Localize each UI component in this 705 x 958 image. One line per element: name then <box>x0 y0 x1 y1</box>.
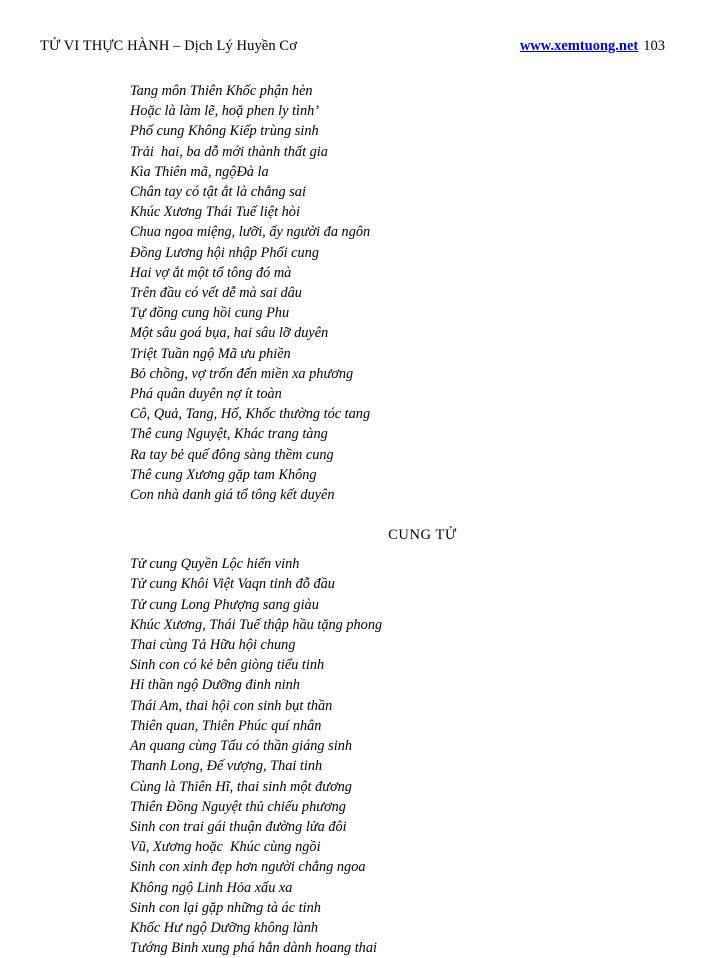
verse-line: Thê cung Nguyệt, Khác trang tàng <box>130 426 328 443</box>
header-book-title: TỬ VI THỰC HÀNH – Dịch Lý Huyền Cơ <box>40 38 297 54</box>
verse-line: Một sâu goá bụa, hai sâu lỡ duyên <box>130 325 329 342</box>
verse-line: Trên đầu có vết dễ mà sai dâu <box>130 285 302 302</box>
verse-line: Tử cung Khôi Việt Vaqn tinh đỗ đầu <box>130 576 335 593</box>
verse-line: Ra tay bẻ quế đông sàng thềm cung <box>130 446 334 463</box>
header-site-and-page <box>520 38 665 55</box>
verse-line: Không ngộ Linh Hỏa xấu xa <box>130 879 293 896</box>
verse-line: Hoặc là làm lẽ, hoặ phen ly tình’ <box>130 103 320 120</box>
page-number: 103 <box>643 38 665 54</box>
verse-line: Phá quân duyên nợ ít toàn <box>130 386 282 403</box>
verse-line: Tướng Binh xung phá hẳn dành hoang thai <box>130 940 377 957</box>
verse-line: Thiên Đồng Nguyệt thủ chiếu phương <box>130 798 346 815</box>
verse-line: Tử cung Quyền Lộc hiển vinh <box>130 556 300 573</box>
verse-line: Hai vợ ắt một tổ tông đó mà <box>130 264 292 281</box>
verse-line: Thai cùng Tả Hữu hội chung <box>130 637 296 654</box>
verse-line: Kìa Thiên mã, ngộĐà la <box>130 163 269 180</box>
verse-line: Thê cung Xương gặp tam Không <box>130 466 317 483</box>
verse-line: Trải hai, ba dỗ mới thành thất gia <box>130 143 328 160</box>
verse-line: Cùng là Thiên Hĩ, thai sinh một đương <box>130 778 352 795</box>
verse-line: Triệt Tuần ngộ Mã ưu phiền <box>130 345 291 362</box>
verse-line: Khúc Xương, Thái Tuế thập hầu tặng phong <box>130 616 383 633</box>
verse-line: Tang môn Thiên Khốc phận hèn <box>130 83 313 99</box>
verse-line: Thái Am, thai hội con sinh bụt thần <box>130 697 333 714</box>
verse-line: Phố cung Không Kiếp trùng sinh <box>130 123 319 140</box>
verse-line: Thiên quan, Thiên Phúc quí nhân <box>130 717 322 734</box>
website-link[interactable]: www.xemtuong.net <box>519 38 639 54</box>
verse-line: Khúc Xương Thái Tuế liệt hòi <box>130 204 300 221</box>
verse-line: Hỉ thần ngộ Dưỡng đinh ninh <box>130 677 300 694</box>
verse-block-second <box>130 554 665 958</box>
verse-line: Tử cung Long Phượng sang giàu <box>130 596 319 613</box>
verse-line: Bỏ chồng, vợ trốn đến miền xa phương <box>130 365 354 382</box>
verse-line: Đồng Lương hội nhập Phối cung <box>130 244 319 261</box>
verse-line: Sinh con trai gái thuận đường lửa đôi <box>130 818 347 835</box>
verse-line: Con nhà danh giá tổ tông kết duyên <box>130 487 335 504</box>
verse-line: Cô, Quả, Tang, Hổ, Khốc thường tóc tang <box>130 406 371 423</box>
verse-line: Chân tay có tật ắt là chẳng sai <box>130 184 306 201</box>
verse-line: Vũ, Xương hoặc Khúc cùng ngồi <box>130 839 321 856</box>
page-header <box>40 38 665 55</box>
verse-line: Khốc Hư ngộ Dưỡng không lành <box>130 919 319 936</box>
verse-line: Sinh con lại gặp những tà ác tinh <box>130 899 321 916</box>
verse-line: Chua ngoa miệng, lưỡi, ấy người đa ngôn <box>130 224 371 241</box>
verse-line: An quang cùng Tấu có thần giáng sinh <box>130 738 352 755</box>
verse-line: Tự đồng cung hồi cung Phu <box>130 305 290 322</box>
section-heading: CUNG TỬ <box>388 527 457 544</box>
verse-line: Thanh Long, Đế vượng, Thai tinh <box>130 758 323 775</box>
verse-line: Sinh con có kẻ bên giòng tiểu tinh <box>130 657 325 674</box>
verse-line: Sinh con xinh đẹp hơn người chẳng ngoa <box>130 859 366 876</box>
verse-block-first <box>130 81 665 505</box>
